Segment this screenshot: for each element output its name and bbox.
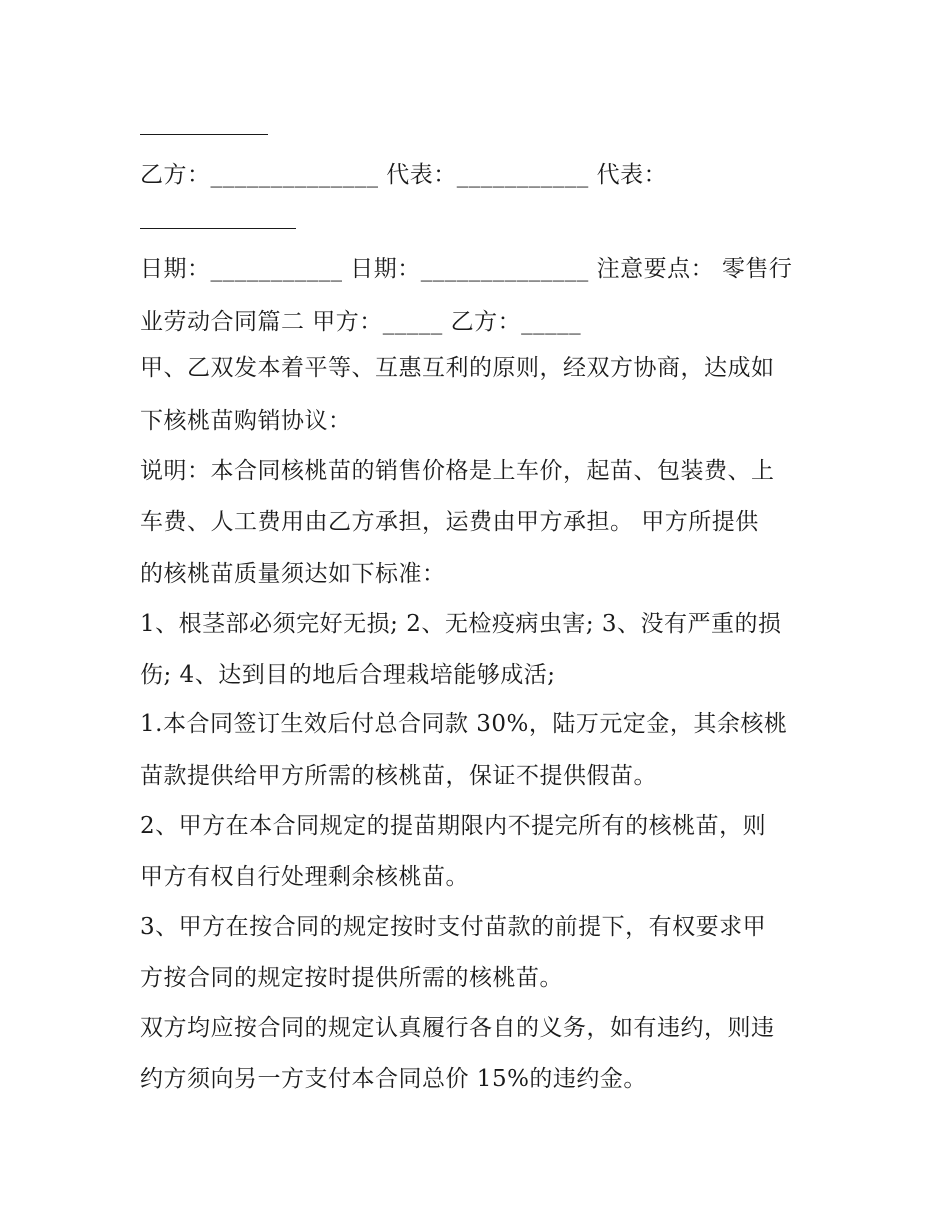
paragraph-line: 2、甲方在本合同规定的提苗期限内不提完所有的核桃苗，则 [140, 813, 767, 839]
paragraph-line: 约方须向另一方支付本合同总价 15%的违约金。 [140, 1066, 647, 1092]
signature-blank-line [140, 134, 268, 135]
contract-heading-line: 业劳动合同篇二 甲方：_____ 乙方：_____ [140, 309, 582, 335]
paragraph-line: 3、甲方在按合同的规定按时支付苗款的前提下，有权要求甲 [140, 914, 767, 940]
date-line: 日期：___________ 日期：______________ 注意要点： 零售行 [140, 256, 793, 282]
party-b-representative-line: 乙方：______________ 代表：___________ 代表： [140, 162, 668, 188]
paragraph-line: 甲、乙双发本着平等、互惠互利的原则，经双方协商，达成如 [140, 355, 775, 381]
paragraph-line: 双方均应按合同的规定认真履行各自的义务，如有违约，则违 [140, 1015, 775, 1041]
paragraph-line: 方按合同的规定按时提供所需的核桃苗。 [140, 965, 563, 991]
paragraph-line: 苗款提供给甲方所需的核桃苗，保证不提供假苗。 [140, 763, 657, 789]
paragraph-line: 甲方有权自行处理剩余核桃苗。 [140, 864, 469, 890]
paragraph-line: 1.本合同签订生效后付总合同款 30%，陆万元定金，其余核桃 [140, 711, 788, 737]
paragraph-line: 车费、人工费用由乙方承担，运费由甲方承担。 甲方所提供 [140, 509, 759, 535]
paragraph-line: 下核桃苗购销协议： [140, 408, 352, 434]
paragraph-line: 伤; 4、达到目的地后合理栽培能够成活; [140, 662, 556, 688]
paragraph-line: 的核桃苗质量须达如下标准： [140, 561, 446, 587]
paragraph-line: 1、根茎部必须完好无损; 2、无检疫病虫害; 3、没有严重的损 [140, 611, 782, 637]
paragraph-line: 说明：本合同核桃苗的销售价格是上车价，起苗、包装费、上 [140, 458, 775, 484]
representative-blank-line [140, 228, 296, 229]
